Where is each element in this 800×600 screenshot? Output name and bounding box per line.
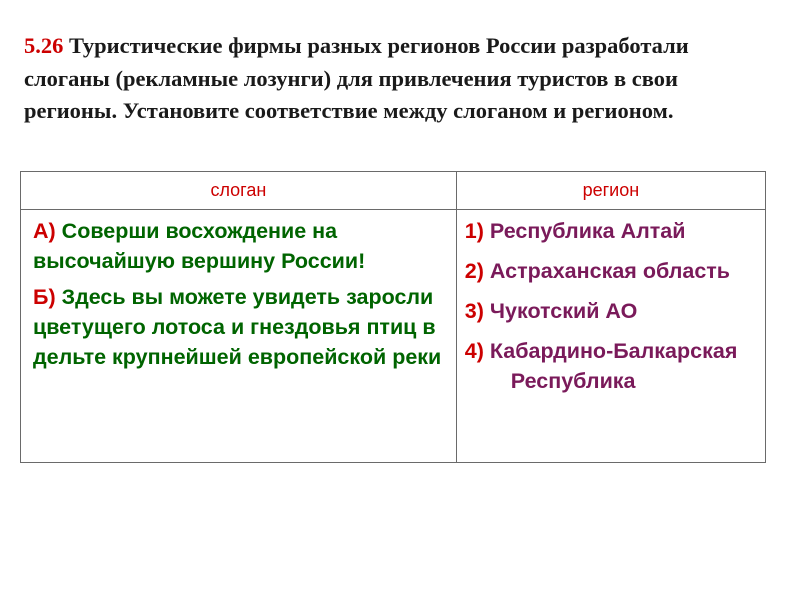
- header-slogan: слоган: [21, 172, 457, 210]
- slogan-text-a: Соверши восхождение на высочайшую вершину России!: [33, 219, 366, 273]
- table-row: [21, 210, 766, 463]
- table-header-row: [21, 172, 766, 210]
- region-text-2: Астраханская область: [489, 259, 731, 283]
- slogans-cell: [21, 210, 457, 463]
- slogan-label-a: А): [33, 219, 56, 243]
- region-label-1: 1): [464, 219, 484, 243]
- matching-table: [20, 171, 766, 463]
- region-item-2: [465, 256, 755, 286]
- region-item-1: [465, 216, 755, 246]
- slogan-text-b: Здесь вы можете увидеть заросли цветущего лотоса и гнездовья птиц в дельте крупнейшей европейской реки: [33, 285, 442, 369]
- region-item-4: [465, 336, 755, 396]
- region-label-3: 3): [464, 299, 484, 323]
- region-label-2: 2): [464, 259, 484, 283]
- region-text-3: Чукотский АО: [489, 299, 638, 323]
- region-text-4: Кабардино-Балкарская Республика: [489, 339, 738, 393]
- region-text-1: Республика Алтай: [489, 219, 686, 243]
- slogan-item-a: [33, 216, 442, 276]
- task-statement: [24, 30, 724, 128]
- region-label-4: 4): [464, 339, 484, 363]
- region-item-3: [465, 296, 755, 326]
- header-region: регион: [456, 172, 765, 210]
- regions-cell: [456, 210, 765, 463]
- task-number: 5.26: [24, 33, 64, 58]
- slogan-label-b: Б): [33, 285, 56, 309]
- slogan-item-b: [33, 282, 442, 372]
- task-text: Туристические фирмы разных регионов России разработали слоганы (рекламные лозунги) для привлечения туристов в свои регионы. Установите соответствие между слоганом и регионом.: [24, 33, 689, 123]
